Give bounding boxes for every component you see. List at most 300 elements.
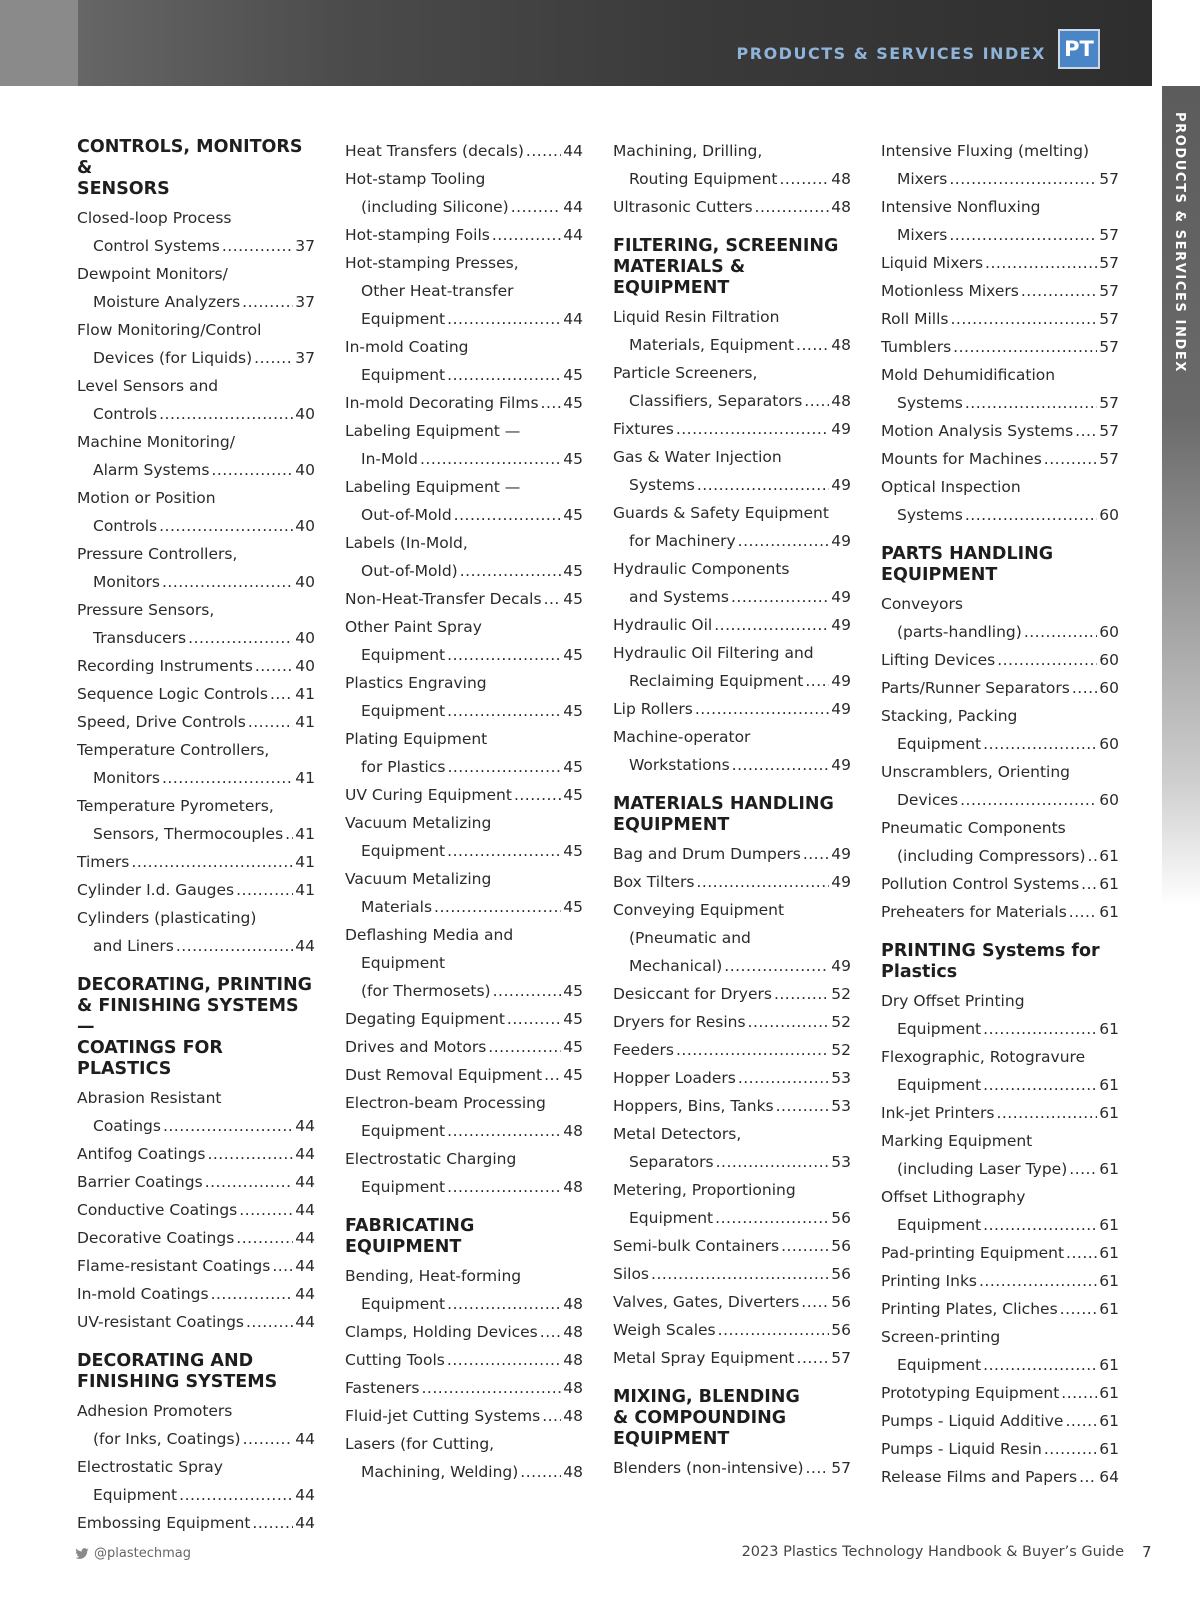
dot-leader: [254, 344, 293, 372]
entry-text: Equipment: [897, 1076, 982, 1094]
index-entry: [881, 137, 1119, 193]
dot-leader: [949, 221, 1097, 249]
dot-leader: [806, 1454, 830, 1482]
entry-page-number: 61: [1099, 1104, 1119, 1122]
entry-page-number: 60: [1099, 623, 1119, 641]
entry-text: Devices: [897, 791, 959, 809]
dot-leader: [1061, 1379, 1097, 1407]
entry-page-number: 60: [1099, 679, 1119, 697]
entry-page-number: 45: [563, 450, 583, 468]
entry-page-number: 57: [1099, 170, 1119, 188]
entry-page-number: 52: [831, 1041, 851, 1059]
dot-leader: [960, 786, 1097, 814]
entry-text: (for Inks, Coatings): [93, 1430, 241, 1448]
dot-leader: [983, 1071, 1097, 1099]
entry-text: Moisture Analyzers: [93, 293, 241, 311]
index-entry: [345, 585, 583, 613]
index-entry: [881, 1099, 1119, 1127]
index-entry: [613, 1260, 851, 1288]
entry-page-number: 45: [563, 1066, 583, 1084]
index-entry: [77, 736, 315, 792]
index-entry: [345, 165, 583, 221]
index-entry: [613, 639, 851, 695]
entry-text: Hydraulic Components: [613, 560, 790, 578]
entry-page-number: 60: [1099, 506, 1119, 524]
entry-page-number: 61: [1099, 1272, 1119, 1290]
entry-page-number: 48: [831, 170, 851, 188]
entry-text: Printing Inks: [881, 1272, 977, 1290]
entry-text: Sequence Logic Controls: [77, 685, 268, 703]
dot-leader: [205, 1168, 294, 1196]
entry-text: Equipment: [361, 310, 446, 328]
entry-page-number: 44: [295, 1257, 315, 1275]
entry-text: Equipment: [361, 954, 446, 972]
entry-text: Motion or Position: [77, 489, 216, 507]
entry-page-number: 44: [295, 1145, 315, 1163]
index-entry: [613, 1176, 851, 1232]
dot-leader: [422, 1374, 562, 1402]
dot-leader: [248, 708, 293, 736]
entry-text: Conveyors: [881, 595, 963, 613]
footer-twitter[interactable]: [74, 1546, 191, 1561]
entry-text: Machining, Welding): [361, 1463, 519, 1481]
dot-leader: [979, 1267, 1097, 1295]
entry-text: Motionless Mixers: [881, 282, 1019, 300]
index-entry: [345, 417, 583, 473]
entry-text: Machining, Drilling,: [613, 142, 763, 160]
dot-leader: [252, 1509, 293, 1537]
index-entry: [881, 1463, 1119, 1491]
dot-leader: [488, 1033, 561, 1061]
entry-page-number: 56: [831, 1265, 851, 1283]
entry-text: Desiccant for Dryers: [613, 985, 772, 1003]
entry-text: Control Systems: [93, 237, 220, 255]
entry-text: and Liners: [93, 937, 174, 955]
entry-text: Ultrasonic Cutters: [613, 198, 753, 216]
index-entry: [77, 680, 315, 708]
entry-page-number: 40: [295, 517, 315, 535]
index-entry: [345, 921, 583, 1005]
entry-page-number: 45: [563, 702, 583, 720]
entry-text: Abrasion Resistant: [77, 1089, 222, 1107]
index-entry: [613, 1232, 851, 1260]
section-heading-line: & COMPOUNDING: [613, 1408, 787, 1428]
dot-leader: [1044, 445, 1097, 473]
dot-leader: [285, 820, 293, 848]
index-entry: [613, 193, 851, 221]
entry-text: Hoppers, Bins, Tanks: [613, 1097, 774, 1115]
index-entry: [613, 415, 851, 443]
dot-leader: [239, 1196, 293, 1224]
entry-text: Prototyping Equipment: [881, 1384, 1060, 1402]
entry-text: Systems: [629, 476, 695, 494]
dot-leader: [1044, 1435, 1097, 1463]
section-heading-line: COATINGS FOR PLASTICS: [77, 1038, 223, 1079]
entry-text: Equipment: [629, 1209, 714, 1227]
dot-leader: [732, 751, 830, 779]
section-heading: [613, 794, 851, 836]
dot-leader: [776, 1092, 830, 1120]
dot-leader: [755, 193, 830, 221]
dot-leader: [447, 1290, 561, 1318]
index-entry: [77, 1084, 315, 1140]
entry-page-number: 44: [295, 1117, 315, 1135]
dot-leader: [511, 193, 562, 221]
entry-page-number: 48: [563, 1463, 583, 1481]
index-entry: [77, 204, 315, 260]
dot-leader: [651, 1260, 829, 1288]
entry-text: Tumblers: [881, 338, 952, 356]
dot-leader: [541, 389, 562, 417]
entry-text: Clamps, Holding Devices: [345, 1323, 538, 1341]
entry-text: UV-resistant Coatings: [77, 1313, 244, 1331]
entry-page-number: 61: [1099, 875, 1119, 893]
entry-text: Silos: [613, 1265, 650, 1283]
entry-text: Controls: [93, 517, 158, 535]
entry-text: Weigh Scales: [613, 1321, 716, 1339]
entry-text: Recording Instruments: [77, 657, 253, 675]
index-entry: [613, 980, 851, 1008]
index-entry: [881, 1239, 1119, 1267]
dot-leader: [447, 641, 561, 669]
entry-page-number: 60: [1099, 791, 1119, 809]
entry-page-number: 45: [563, 562, 583, 580]
entry-text: Machine Monitoring/: [77, 433, 235, 451]
entry-page-number: 57: [1099, 422, 1119, 440]
section-heading: [77, 975, 315, 1080]
dot-leader: [1072, 674, 1097, 702]
dot-leader: [715, 1204, 829, 1232]
entry-text: Vacuum Metalizing: [345, 870, 492, 888]
index-entry: [345, 1346, 583, 1374]
index-entry: [613, 359, 851, 415]
entry-text: Temperature Controllers,: [77, 741, 270, 759]
dot-leader: [714, 611, 829, 639]
entry-text: Dryers for Resins: [613, 1013, 746, 1031]
entry-page-number: 45: [563, 506, 583, 524]
section-heading-line: Plastics: [881, 962, 958, 982]
dot-leader: [676, 1036, 829, 1064]
entry-page-number: 53: [831, 1069, 851, 1087]
entry-page-number: 45: [563, 1038, 583, 1056]
entry-page-number: 61: [1099, 1440, 1119, 1458]
index-entry: [613, 137, 851, 193]
entry-text: Mechanical): [629, 957, 723, 975]
dot-leader: [1021, 277, 1097, 305]
section-heading-line: DECORATING AND: [77, 1351, 254, 1371]
entry-page-number: 37: [295, 349, 315, 367]
index-entry: [77, 1196, 315, 1224]
dot-leader: [272, 1252, 293, 1280]
entry-text: Pressure Sensors,: [77, 601, 215, 619]
index-entry: [881, 277, 1119, 305]
dot-leader: [159, 400, 293, 428]
index-entry: [613, 555, 851, 611]
entry-page-number: 48: [563, 1379, 583, 1397]
index-entry: [613, 611, 851, 639]
index-entry: [881, 193, 1119, 249]
entry-page-number: 56: [831, 1293, 851, 1311]
index-entry: [613, 303, 851, 359]
section-heading: [345, 1216, 583, 1258]
entry-page-number: 61: [1099, 1160, 1119, 1178]
entry-text: Out-of-Mold: [361, 506, 452, 524]
entry-page-number: 49: [831, 700, 851, 718]
dot-leader: [162, 764, 293, 792]
entry-text: Equipment: [361, 702, 446, 720]
entry-text: Sensors, Thermocouples: [93, 825, 284, 843]
entry-page-number: 57: [1099, 226, 1119, 244]
entry-text: Coatings: [93, 1117, 161, 1135]
dot-leader: [696, 868, 829, 896]
entry-text: Guards & Safety Equipment: [613, 504, 829, 522]
entry-text: Plating Equipment: [345, 730, 488, 748]
entry-page-number: 49: [831, 845, 851, 863]
index-entry: [881, 1295, 1119, 1323]
entry-page-number: 48: [831, 392, 851, 410]
entry-text: In-mold Coatings: [77, 1285, 209, 1303]
entry-text: and Systems: [629, 588, 729, 606]
index-entry: [613, 1316, 851, 1344]
index-entry: [77, 260, 315, 316]
dot-leader: [159, 512, 293, 540]
entry-text: Gas & Water Injection: [613, 448, 782, 466]
index-entry: [613, 723, 851, 779]
entry-text: Preheaters for Materials: [881, 903, 1067, 921]
index-entry: [77, 372, 315, 428]
entry-text: Cutting Tools: [345, 1351, 445, 1369]
entry-page-number: 61: [1099, 1356, 1119, 1374]
entry-text: Degating Equipment: [345, 1010, 505, 1028]
dot-leader: [447, 1173, 561, 1201]
entry-page-number: 49: [831, 672, 851, 690]
dot-leader: [805, 667, 829, 695]
dot-leader: [949, 165, 1097, 193]
dot-leader: [179, 1481, 293, 1509]
entry-text: Marking Equipment: [881, 1132, 1033, 1150]
entry-text: Mixers: [897, 226, 948, 244]
entry-page-number: 37: [295, 293, 315, 311]
entry-text: Deflashing Media and: [345, 926, 514, 944]
dot-leader: [236, 1224, 293, 1252]
entry-page-number: 40: [295, 461, 315, 479]
index-entry: [881, 758, 1119, 814]
entry-text: Labeling Equipment —: [345, 422, 521, 440]
index-entry: [345, 865, 583, 921]
entry-page-number: 53: [831, 1153, 851, 1171]
entry-page-number: 52: [831, 985, 851, 1003]
entry-text: for Plastics: [361, 758, 446, 776]
entry-text: Equipment: [361, 842, 446, 860]
index-entry: [345, 529, 583, 585]
entry-text: Release Films and Papers: [881, 1468, 1078, 1486]
index-entry: [345, 669, 583, 725]
entry-text: Heat Transfers (decals): [345, 142, 524, 160]
dot-leader: [236, 876, 293, 904]
index-entry: [345, 1374, 583, 1402]
dot-leader: [222, 232, 293, 260]
entry-text: (Pneumatic and: [629, 929, 751, 947]
entry-text: Lifting Devices: [881, 651, 996, 669]
index-entry: [77, 792, 315, 848]
index-entry: [881, 361, 1119, 417]
entry-text: Monitors: [93, 769, 160, 787]
entry-page-number: 48: [563, 1323, 583, 1341]
dot-leader: [985, 249, 1097, 277]
dot-leader: [1088, 842, 1098, 870]
entry-page-number: 45: [563, 982, 583, 1000]
entry-text: Conveying Equipment: [613, 901, 785, 919]
entry-page-number: 61: [1099, 1076, 1119, 1094]
entry-page-number: 61: [1099, 847, 1119, 865]
entry-text: Valves, Gates, Diverters: [613, 1293, 800, 1311]
entry-text: Routing Equipment: [629, 170, 778, 188]
pt-logo-icon: PT: [1058, 29, 1100, 69]
entry-page-number: 44: [295, 1285, 315, 1303]
entry-page-number: 57: [831, 1459, 851, 1477]
entry-page-number: 41: [295, 853, 315, 871]
entry-text: Monitors: [93, 573, 160, 591]
dot-leader: [540, 1318, 562, 1346]
dot-leader: [492, 221, 561, 249]
entry-text: Machine-operator: [613, 728, 751, 746]
entry-text: Particle Screeners,: [613, 364, 758, 382]
index-entry: [345, 333, 583, 389]
index-entry: [881, 646, 1119, 674]
dot-leader: [716, 1148, 830, 1176]
section-heading: [77, 137, 315, 200]
entry-page-number: 48: [563, 1178, 583, 1196]
index-entry: [345, 389, 583, 417]
dot-leader: [246, 1308, 293, 1336]
dot-leader: [983, 1351, 1097, 1379]
index-entry: [77, 1453, 315, 1509]
entry-page-number: 48: [563, 1122, 583, 1140]
entry-page-number: 45: [563, 786, 583, 804]
entry-text: UV Curing Equipment: [345, 786, 512, 804]
entry-text: Labels (In-Mold,: [345, 534, 468, 552]
index-entry: [881, 249, 1119, 277]
entry-page-number: 60: [1099, 651, 1119, 669]
section-heading-line: EQUIPMENT: [881, 565, 998, 585]
entry-text: Semi-bulk Containers: [613, 1237, 780, 1255]
entry-text: Fasteners: [345, 1379, 420, 1397]
index-entry: [77, 848, 315, 876]
entry-page-number: 49: [831, 756, 851, 774]
section-heading-line: PARTS HANDLING: [881, 544, 1054, 564]
dot-leader: [780, 165, 830, 193]
entry-text: Level Sensors and: [77, 377, 219, 395]
entry-text: Workstations: [629, 756, 730, 774]
dot-leader: [162, 568, 293, 596]
index-entry: [77, 708, 315, 736]
dot-leader: [1065, 1407, 1097, 1435]
section-heading-line: MATERIALS HANDLING: [613, 794, 834, 814]
bird-icon: [74, 1548, 90, 1560]
entry-text: Adhesion Promoters: [77, 1402, 233, 1420]
entry-text: Flexographic, Rotogravure: [881, 1048, 1086, 1066]
entry-page-number: 45: [563, 590, 583, 608]
entry-page-number: 41: [295, 825, 315, 843]
dot-leader: [1081, 870, 1097, 898]
dot-leader: [718, 1316, 830, 1344]
dot-leader: [243, 1425, 294, 1453]
section-heading-line: CONTROLS, MONITORS &: [77, 137, 303, 178]
entry-text: (including Compressors): [897, 847, 1086, 865]
entry-text: Electrostatic Spray: [77, 1458, 223, 1476]
entry-text: Mixers: [897, 170, 948, 188]
entry-page-number: 45: [563, 842, 583, 860]
entry-text: Alarm Systems: [93, 461, 210, 479]
entry-page-number: 41: [295, 769, 315, 787]
dot-leader: [796, 331, 829, 359]
entry-text: Hydraulic Oil: [613, 616, 713, 634]
entry-page-number: 44: [563, 310, 583, 328]
dot-leader: [211, 1280, 294, 1308]
dot-leader: [983, 1015, 1097, 1043]
entry-page-number: 49: [831, 873, 851, 891]
index-entry: [77, 316, 315, 372]
dot-leader: [1060, 1295, 1098, 1323]
index-entry: [77, 1397, 315, 1453]
entry-page-number: 56: [831, 1321, 851, 1339]
entry-page-number: 48: [563, 1295, 583, 1313]
entry-page-number: 60: [1099, 735, 1119, 753]
entry-page-number: 57: [831, 1349, 851, 1367]
entry-text: Ink-jet Printers: [881, 1104, 995, 1122]
section-heading-line: MIXING, BLENDING: [613, 1387, 800, 1407]
entry-text: Cylinders (plasticating): [77, 909, 257, 927]
entry-page-number: 56: [831, 1209, 851, 1227]
dot-leader: [207, 1140, 293, 1168]
section-heading-line: MATERIALS & EQUIPMENT: [613, 257, 746, 298]
entry-page-number: 40: [295, 629, 315, 647]
index-entry: [345, 221, 583, 249]
page-number: 7: [1142, 1543, 1152, 1561]
entry-page-number: 44: [295, 1514, 315, 1532]
entry-text: Timers: [77, 853, 130, 871]
entry-text: Feeders: [613, 1041, 674, 1059]
entry-text: Lasers (for Cutting,: [345, 1435, 495, 1453]
dot-leader: [804, 387, 829, 415]
dot-leader: [697, 471, 829, 499]
entry-text: Bending, Heat-forming: [345, 1267, 522, 1285]
entry-text: Unscramblers, Orienting: [881, 763, 1071, 781]
dot-leader: [507, 1005, 561, 1033]
index-entry: [881, 1379, 1119, 1407]
dot-leader: [270, 680, 293, 708]
entry-text: Pumps - Liquid Additive: [881, 1412, 1064, 1430]
section-heading-line: SENSORS: [77, 179, 170, 199]
entry-text: Equipment: [361, 1178, 446, 1196]
section-heading-line: EQUIPMENT: [613, 815, 730, 835]
index-entry: [881, 1127, 1119, 1183]
entry-text: Electron-beam Processing: [345, 1094, 546, 1112]
section-heading: [881, 544, 1119, 586]
entry-page-number: 41: [295, 881, 315, 899]
entry-page-number: 44: [295, 1486, 315, 1504]
index-entry: [881, 1323, 1119, 1379]
dot-leader: [163, 1112, 293, 1140]
entry-text: Blenders (non-intensive): [613, 1459, 804, 1477]
entry-page-number: 52: [831, 1013, 851, 1031]
entry-text: Pumps - Liquid Resin: [881, 1440, 1042, 1458]
entry-page-number: 61: [1099, 1020, 1119, 1038]
index-column-2: [345, 137, 583, 1486]
dot-leader: [797, 1344, 830, 1372]
index-entry: [613, 695, 851, 723]
dot-leader: [983, 1211, 1097, 1239]
